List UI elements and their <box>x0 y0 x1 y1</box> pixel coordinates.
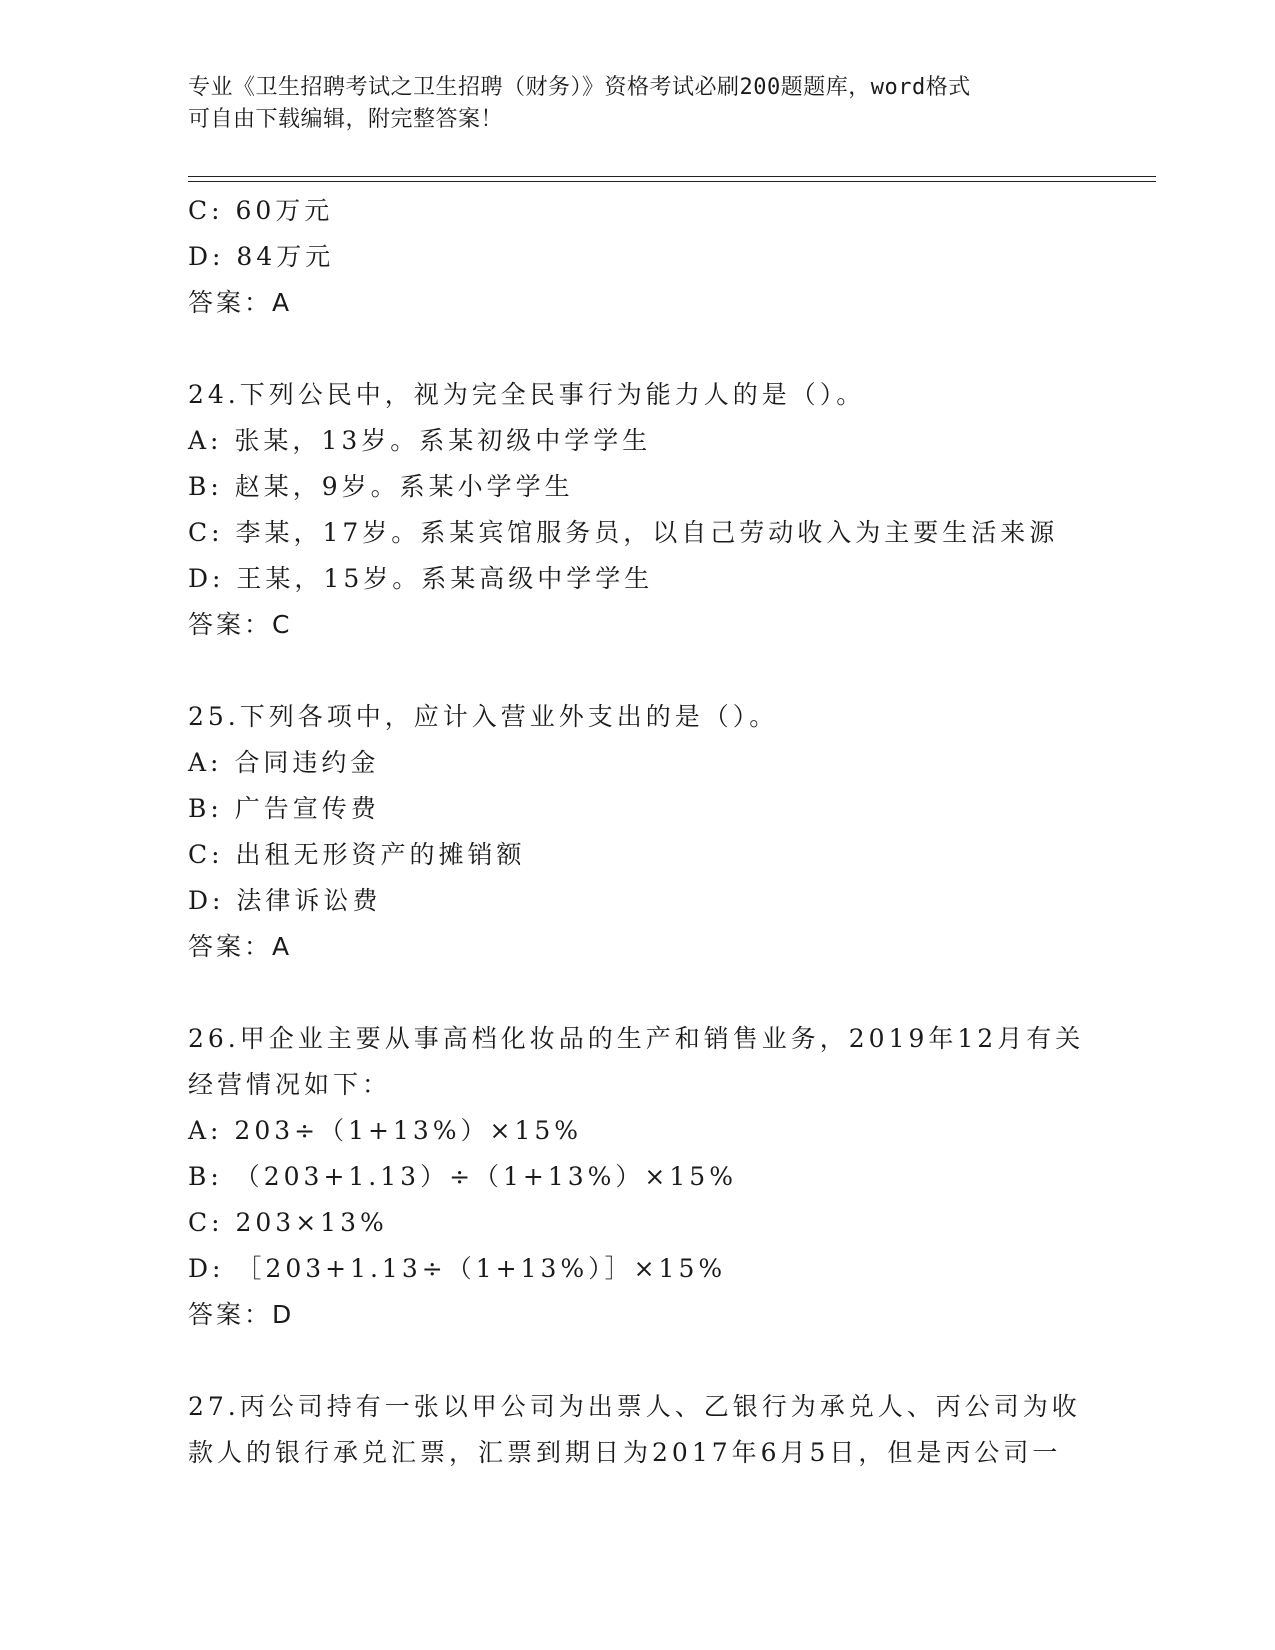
question-26-answer: 答案：D <box>188 1300 295 1329</box>
question-27-text-line-1: 27.丙公司持有一张以甲公司为出票人、乙银行为承兑人、丙公司为收 <box>188 1392 1081 1421</box>
question-25-option-a: A: 合同违约金 <box>188 748 380 777</box>
question-24-option-c: C: 李某，17岁。系某宾馆服务员，以自己劳动收入为主要生活来源 <box>188 518 1059 547</box>
spacer <box>188 1338 1088 1384</box>
question-27-text <box>188 1384 1088 1476</box>
question-24-text: 24.下列公民中，视为完全民事行为能力人的是（）。 <box>188 380 866 409</box>
question-26-option-c: C: 203×13% <box>188 1208 388 1237</box>
question-23-option-d: D: 84万元 <box>188 242 335 271</box>
question-24 <box>188 372 1088 648</box>
document-header <box>188 72 1068 136</box>
question-26-text <box>188 1016 1088 1108</box>
question-23-answer: 答案：A <box>188 288 293 317</box>
question-25-option-b: B: 广告宣传费 <box>188 794 380 823</box>
question-27-text-line-2: 款人的银行承兑汇票，汇票到期日为2017年6月5日，但是丙公司一 <box>188 1438 1062 1467</box>
question-26-option-d: D: ［203+1.13÷（1+13%）］×15% <box>188 1254 727 1283</box>
question-27 <box>188 1384 1088 1476</box>
question-25 <box>188 694 1088 970</box>
header-line-1: 专业《卫生招聘考试之卫生招聘（财务）》资格考试必刷200题题库，word格式 <box>188 75 971 100</box>
question-25-option-c: C: 出租无形资产的摊销额 <box>188 840 526 869</box>
question-24-answer: 答案：C <box>188 610 293 639</box>
question-24-option-d: D: 王某，15岁。系某高级中学学生 <box>188 564 654 593</box>
question-list <box>188 188 1088 1476</box>
question-25-option-d: D: 法律诉讼费 <box>188 886 382 915</box>
question-23 <box>188 188 1088 326</box>
spacer <box>188 326 1088 372</box>
question-23-option-c: C: 60万元 <box>188 196 334 225</box>
question-24-option-a: A: 张某，13岁。系某初级中学学生 <box>188 426 652 455</box>
question-26 <box>188 1016 1088 1338</box>
question-26-text-line-2: 经营情况如下： <box>188 1070 392 1099</box>
question-26-option-b: B: （203+1.13）÷（1+13%）×15% <box>188 1162 737 1191</box>
header-divider-bottom <box>188 181 1156 182</box>
spacer <box>188 970 1088 1016</box>
header-line-2: 可自由下载编辑，附完整答案！ <box>188 107 504 132</box>
question-25-text: 25.下列各项中，应计入营业外支出的是（）。 <box>188 702 779 731</box>
question-26-text-line-1: 26.甲企业主要从事高档化妆品的生产和销售业务，2019年12月有关 <box>188 1024 1085 1053</box>
header-divider-top <box>188 176 1156 177</box>
question-25-answer: 答案：A <box>188 932 293 961</box>
question-24-option-b: B: 赵某，9岁。系某小学学生 <box>188 472 574 501</box>
question-26-option-a: A: 203÷（1+13%）×15% <box>188 1116 583 1145</box>
spacer <box>188 648 1088 694</box>
